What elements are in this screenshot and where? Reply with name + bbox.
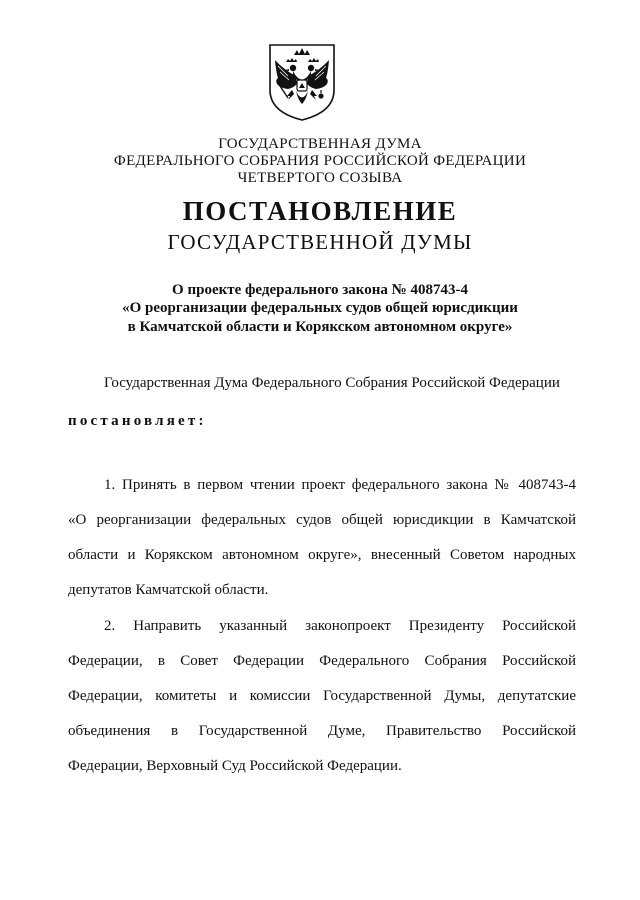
- convocation-line: ЧЕТВЕРТОГО СОЗЫВА: [237, 170, 403, 186]
- resolves-word: постановляет:: [68, 413, 207, 429]
- item-1-line-1: 1. Принять в первом чтении проект федерального закона № 408743-4: [104, 477, 576, 493]
- document-issuer-subtitle: ГОСУДАРСТВЕННОЙ ДУМЫ: [167, 230, 473, 254]
- subject-line-3: в Камчатской области и Корякском автономном округе»: [127, 319, 513, 335]
- org-name-line-2: ФЕДЕРАЛЬНОГО СОБРАНИЯ РОССИЙСКОЙ ФЕДЕРАЦИИ: [113, 153, 527, 169]
- document-type-title: ПОСТАНОВЛЕНИЕ: [182, 196, 458, 226]
- preamble-text: Государственная Дума Федерального Собрания Российской Федерации: [104, 375, 560, 391]
- item-1-line-2: «О реорганизации федеральных судов общей юрисдикции в Камчатской: [68, 512, 576, 528]
- item-2-line-4: объединения в Государственной Думе, Правительство Российской: [68, 723, 576, 739]
- subject-line-2: «О реорганизации федеральных судов общей юрисдикции: [122, 300, 518, 316]
- item-2-line-5: Федерации, Верховный Суд Российской Федерации.: [68, 758, 402, 774]
- item-1-line-3: области и Корякском автономном округе», внесенный Советом народных: [68, 547, 576, 563]
- item-2-line-1: 2. Направить указанный законопроект Президенту Российской: [104, 618, 576, 634]
- item-2-line-2: Федерации, в Совет Федерации Федерального Собрания Российской: [68, 653, 576, 669]
- item-2-line-3: Федерации, комитеты и комиссии Государственной Думы, депутатские: [68, 688, 576, 704]
- subject-line-1: О проекте федерального закона № 408743-4: [172, 282, 468, 298]
- russian-coat-of-arms-icon: [266, 42, 338, 122]
- org-name-line-1: ГОСУДАРСТВЕННАЯ ДУМА: [218, 136, 422, 152]
- item-1-line-4: депутатов Камчатской области.: [68, 582, 269, 598]
